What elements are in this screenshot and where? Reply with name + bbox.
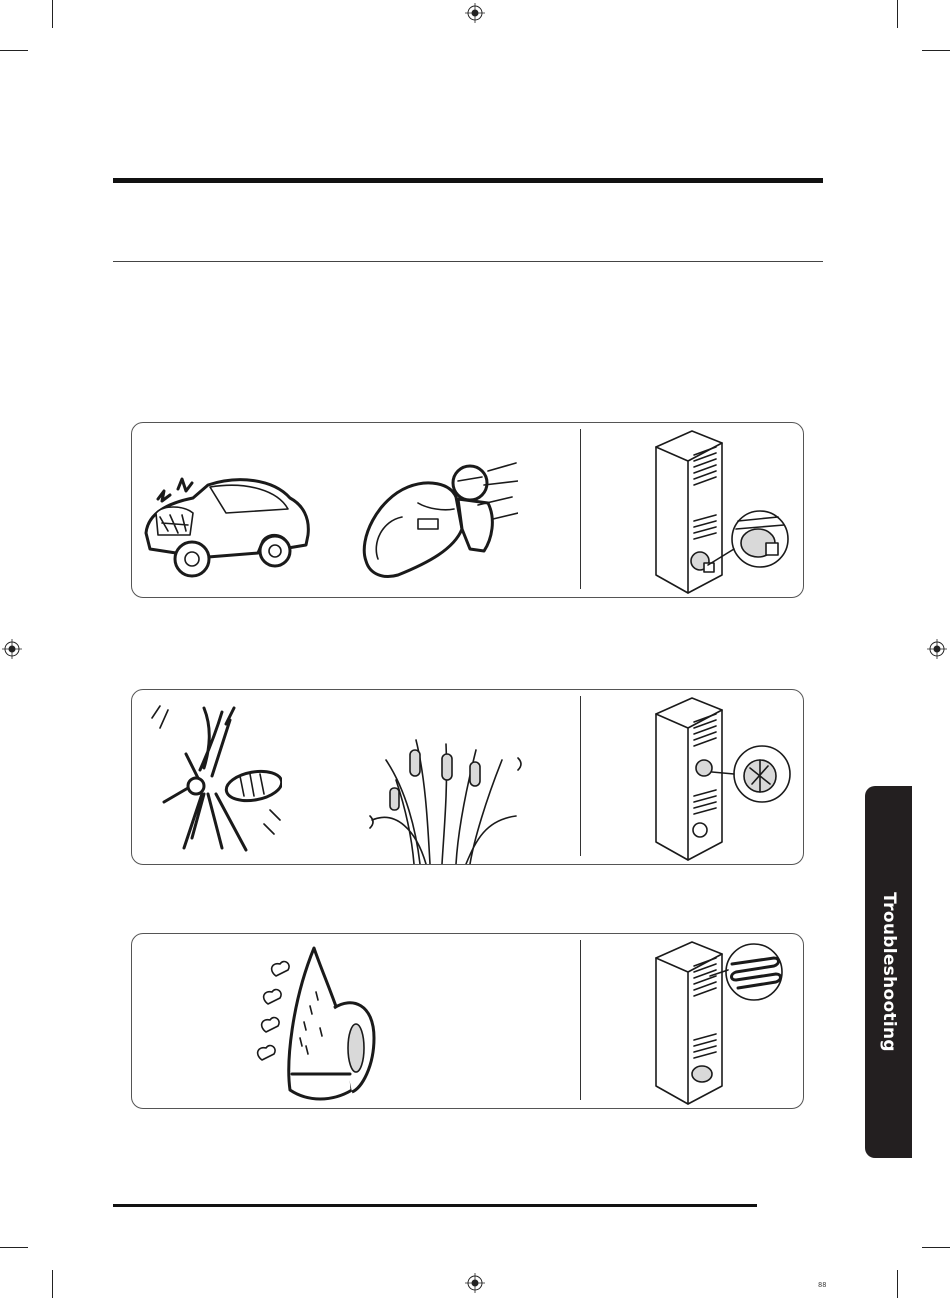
fridge-fan-icon [642,692,792,864]
crop-mark [897,1270,898,1298]
section-tab-label: Troubleshooting [878,892,899,1052]
fridge-compressor-icon [642,425,792,597]
registration-mark-icon [2,639,22,659]
registration-mark-icon [465,1273,485,1293]
reeds-icon [366,720,526,864]
crop-mark [897,0,898,28]
crop-mark [922,1247,950,1248]
panel-divider [580,696,581,856]
panel-compressor-noise [131,422,804,598]
mosquito-icon [146,698,282,858]
fridge-coil-icon [642,936,792,1108]
panel-divider [580,940,581,1100]
section-tab[interactable] [865,786,912,1158]
crop-mark [922,50,950,51]
panel-refrigerant-noise [131,933,804,1109]
section-rule-thin [113,261,823,262]
registration-mark-icon [927,639,947,659]
section-rule-thick [113,178,823,183]
panel-fan-noise [131,689,804,865]
crop-mark [0,1247,28,1248]
panel-divider [580,429,581,589]
steam-iron-icon [252,942,388,1106]
footer-rule [113,1204,757,1207]
registration-mark-icon [465,3,485,23]
crop-mark [52,0,53,28]
crop-mark [52,1270,53,1298]
car-engine-icon [138,473,314,581]
crop-mark [0,50,28,51]
page-number: 88 [818,1281,827,1289]
motorcycle-icon [358,459,518,581]
